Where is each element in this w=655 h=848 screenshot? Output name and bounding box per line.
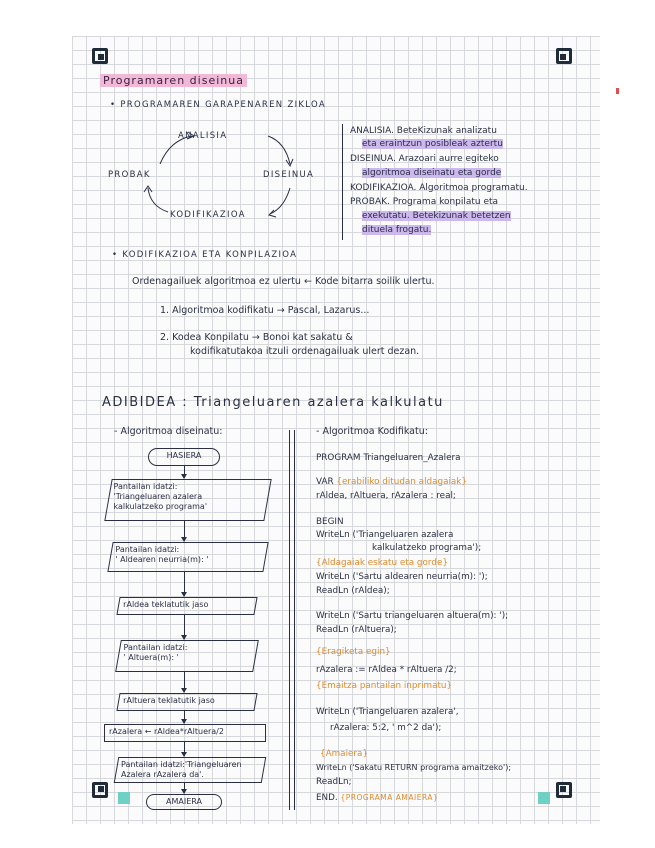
flow-end: AMAIERA bbox=[146, 794, 222, 810]
code-line: rAzalera: 5:2, ' m^2 da'); bbox=[330, 723, 442, 733]
code-line: ReadLn; bbox=[316, 777, 352, 787]
kodifikazioa-item-2b: kodifikatutakoa itzuli ordenagailuak ulert dezan. bbox=[190, 346, 420, 357]
section-heading-kodifikazioa: • KODIFIKAZIOA ETA KONPILAZIOA bbox=[112, 250, 298, 260]
corner-marker-icon bbox=[556, 782, 572, 798]
code-line: END. {PROGRAMA AMAIERA} bbox=[316, 793, 439, 803]
code-line: ReadLn (rAldea); bbox=[316, 586, 390, 596]
note-line: dituela frogatu. bbox=[362, 225, 432, 235]
code-subheading: - Algoritmoa Kodifikatu: bbox=[316, 426, 428, 437]
code-comment: {Emaitza pantailan inprimatu} bbox=[316, 681, 453, 691]
kodifikazioa-line: Ordenagailuek algoritmoa ez ulertu ← Kode bitarra soilik ulertu. bbox=[132, 276, 435, 287]
code-line: ReadLn (rAltuera); bbox=[316, 625, 397, 635]
code-line: VAR {erabiliko ditudan aldagaiak} bbox=[316, 477, 467, 487]
page-title: Programaren diseinua bbox=[100, 74, 247, 87]
code-line: WriteLn ('Sakatu RETURN programa amaitzeko'); bbox=[316, 763, 512, 772]
code-line: WriteLn ('Sartu triangeluaren altuera(m): '); bbox=[316, 611, 509, 621]
code-line: kalkulatzeko programa'); bbox=[372, 543, 482, 553]
code-line: WriteLn ('Sartu aldearen neurria(m): '); bbox=[316, 572, 488, 582]
code-line: WriteLn ('Triangeluaren azalera', bbox=[316, 707, 459, 717]
corner-marker-icon bbox=[92, 48, 108, 64]
code-comment: {Eragiketa egin} bbox=[316, 647, 391, 657]
column-divider bbox=[294, 430, 295, 810]
flow-step-output: Pantailan idatzi: ' Altuera(m): ' bbox=[115, 640, 259, 672]
flowchart-subheading: - Algoritmoa diseinatu: bbox=[114, 426, 223, 437]
flow-start: HASIERA bbox=[148, 448, 220, 466]
note-line: KODIFIKAZIOA. Algoritmoa programatu. bbox=[350, 183, 528, 193]
code-line: BEGIN bbox=[316, 517, 344, 527]
red-mark bbox=[616, 88, 619, 94]
flow-step-output: Pantailan idatzi:'Triangeluaren Azalera rAzalera da'. bbox=[114, 757, 267, 783]
cycle-probak: PROBAK bbox=[108, 170, 151, 180]
teal-marker bbox=[538, 792, 550, 804]
notes-bracket bbox=[342, 124, 343, 240]
note-line: algoritmoa diseinatu eta gorde bbox=[362, 168, 502, 178]
example-heading: ADIBIDEA : Triangeluaren azalera kalkulatu bbox=[102, 395, 444, 410]
flow-step-output: Pantailan idatzi: 'Triangeluaren azalera kalkulatzeko programa' bbox=[104, 479, 271, 521]
flow-step-process: rAzalera ← rAldea*rAltuera/2 bbox=[104, 724, 266, 742]
code-comment: {Amaiera} bbox=[320, 749, 369, 759]
note-line: exekutatu. Betekizunak betetzen bbox=[362, 211, 511, 221]
code-line: rAzalera := rAldea * rAltuera /2; bbox=[316, 665, 457, 675]
corner-marker-icon bbox=[556, 48, 572, 64]
kodifikazioa-item-2: 2. Kodea Konpilatu → Bonoi kat sakatu & bbox=[160, 332, 353, 343]
corner-marker-icon bbox=[92, 782, 108, 798]
kodifikazioa-item-1: 1. Algoritmoa kodifikatu → Pascal, Lazarus... bbox=[160, 305, 370, 316]
note-line: eta eraintzun posibleak aztertu bbox=[362, 139, 503, 149]
flow-step-output: Pantailan idatzi: ' Aldearen neurria(m): ' bbox=[107, 542, 268, 572]
flow-step-input: rAltuera teklatutik jaso bbox=[116, 693, 257, 711]
note-line: PROBAK. Programa konpilatu eta bbox=[350, 197, 499, 207]
column-divider bbox=[289, 430, 290, 810]
code-comment: {Aldagaiak eskatu eta gorde} bbox=[316, 558, 448, 568]
teal-marker bbox=[118, 792, 130, 804]
flow-step-input: rAldea teklatutik jaso bbox=[116, 597, 257, 615]
code-line: WriteLn ('Triangeluaren azalera bbox=[316, 530, 454, 540]
section-heading-cycle: • PROGRAMAREN GARAPENAREN ZIKLOA bbox=[110, 100, 326, 110]
cycle-analisia: ANALISIA bbox=[178, 131, 228, 141]
code-line: rAldea, rAltuera, rAzalera : real; bbox=[316, 491, 456, 501]
note-line: DISEINUA. Arazoari aurre egiteko bbox=[350, 154, 499, 164]
cycle-kodifikazioa: KODIFIKAZIOA bbox=[170, 210, 246, 220]
code-line: PROGRAM Triangeluaren_Azalera bbox=[316, 453, 461, 463]
note-line: ANALISIA. BeteKizunak analizatu bbox=[350, 126, 497, 136]
cycle-diseinua: DISEINUA bbox=[263, 170, 315, 180]
